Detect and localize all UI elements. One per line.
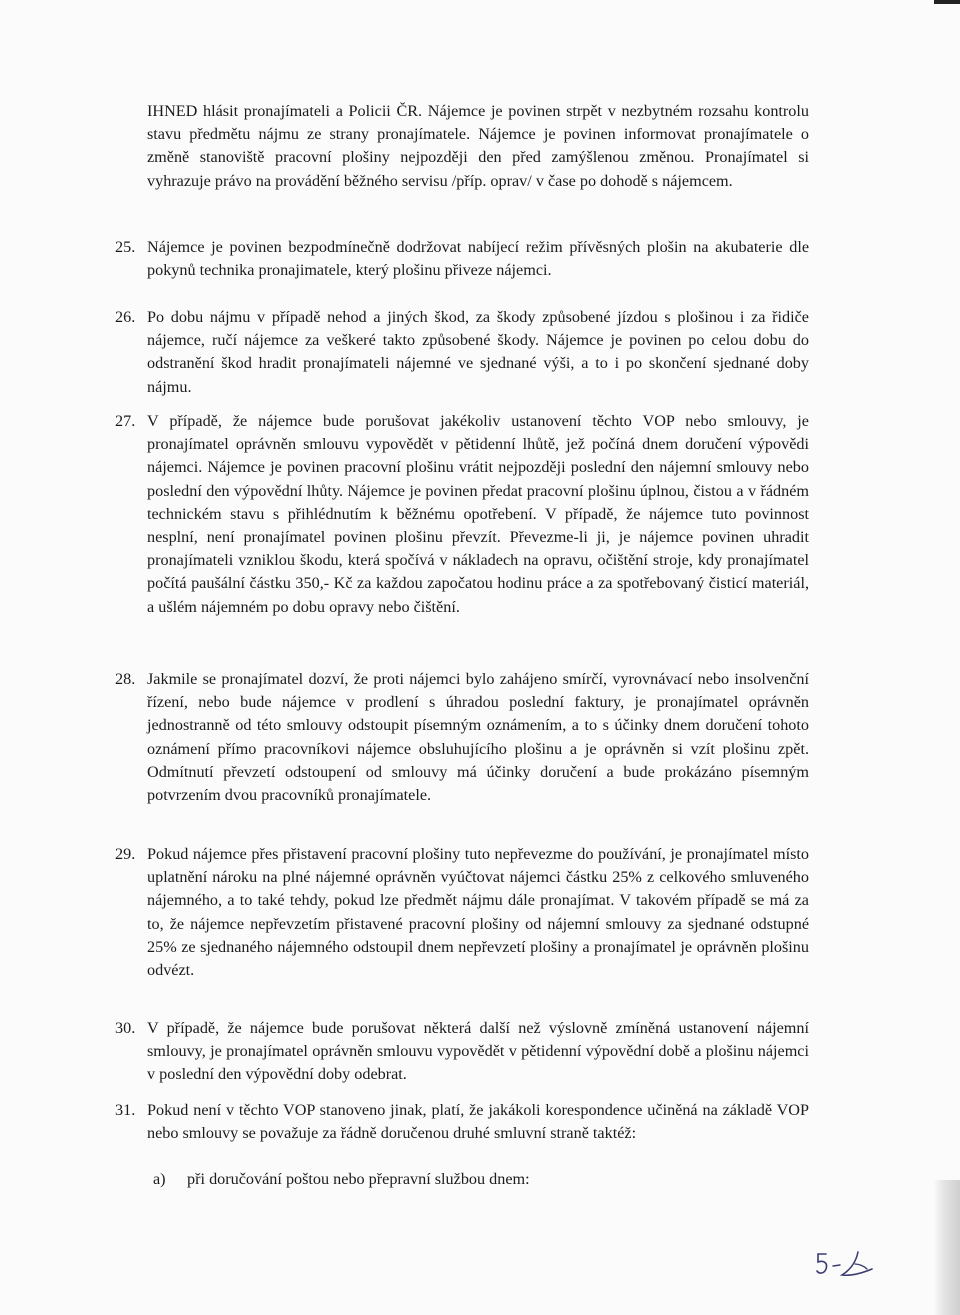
clause-number: 29.: [115, 845, 136, 863]
clause-text: Nájemce je povinen bezpodmínečně dodržovat nabíjecí režim přívěsných plošin na akubaterie dle pokynů technika pronajimatele, který plošinu přiveze nájemci.: [147, 238, 809, 280]
clause-number: 30.: [115, 1019, 136, 1037]
clause-text: V případě, že nájemce bude porušovat některá další než výslovně zmíněná ustanovení nájemní smlouvy, je pronajímatel oprávněn smlouvu vypovědět v pětidenní výpovědní době a plošinu nájemci v poslední den výpovědní doby odebrat.: [147, 1019, 809, 1084]
clause-text: Pokud není v těchto VOP stanoveno jinak, platí, že jakákoli korespondence učiněná na základě VOP nebo smlouvy se považuje za řádně doručenou druhé smluvní straně taktéž:: [147, 1101, 809, 1143]
clause-number: 27.: [115, 412, 136, 430]
clause-number: 28.: [115, 670, 136, 688]
clause-number: 31.: [115, 1101, 136, 1119]
clause-31-subitem-a: [153, 1168, 793, 1191]
handwritten-initials-signature: [812, 1244, 882, 1284]
scan-edge-shadow: [934, 1180, 960, 1315]
subitem-text: při doručování poštou nebo přepravní službou dnem:: [187, 1170, 530, 1188]
clause-text: Jakmile se pronajímatel dozví, že proti nájemci bylo zahájeno smírčí, vyrovnávací nebo insolvenční řízení, nebo bude nájemce v prodlení s úhradou poslední faktury, je pronajímatel oprávněn jednostranně od této smlouvy odstoupit písemným oznámením, a to s účinky dnem doručení tohoto oznámení přímo pracovníkovi nájemce obsluhujícího plošinu a je oprávněn si vzít plošinu zpět. Odmítnutí převzetí odstoupení od smlouvy má účinky doručení a bude prokázáno písemným potvrzením dvou pracovníků pronajímatele.: [147, 670, 809, 805]
clause-text: Po dobu nájmu v případě nehod a jiných škod, za škody způsobené jízdou s plošinou i za řidiče nájemce, ručí nájemce za veškeré takto způsobené škody. Nájemce je povinen po celou dobu do odstranění škod hradit pronajímateli nájemné ve sjednané výši, a to i po skončení sjednané doby nájmu.: [147, 308, 809, 396]
clause-text: V případě, že nájemce bude porušovat jakékoliv ustanovení těchto VOP nebo smlouvy, je pronajímatel oprávněn smlouvu vypovědět v pětidenní lhůtě, jež počíná dnem doručení výpovědi nájemci. Nájemce je povinen pracovní plošinu vrátit nejpozději poslední den nájemní smlouvy nebo poslední den výpovědní lhůty. Nájemce je povinen předat pracovní plošinu úplnou, čistou a v řádném technickém stavu s přihlédnutím k běžnému opotřebení. V případě, že nájemce tuto povinnost nesplní, není pronajímatel povinen plošinu převzít. Převezme-li ji, je nájemce povinen uhradit pronajímateli vzniklou škodu, která spočívá v nákladech na opravu, očištění stroje, kdy pronajímatel počítá paušální částku 350,- Kč za každou započatou hodinu práce a za spotřebovaný čisticí materiál, a ušlém nájemném po dobu opravy nebo čištění.: [147, 412, 809, 616]
clause-text: Pokud nájemce přes přistavení pracovní plošiny tuto nepřevezme do používání, je pronajímatel místo uplatnění nároku na plné nájemné oprávněn vyúčtovat nájemci částku 25% z celkového smluveného nájemného, a to také tehdy, pokud lze předmět nájmu dále pronajímat. V takovém případě se má za to, že nájemce nepřevzetím přistavené pracovní plošiny od nájemní smlouvy za sjednané odstupné 25% ze sjednaného nájemného odstoupil dnem nepřevzetí plošiny a pronajímatel je oprávněn plošinu odvézt.: [147, 845, 809, 980]
clause-number: 26.: [115, 308, 136, 326]
continuation-paragraph: IHNED hlásit pronajímateli a Policii ČR. Nájemce je povinen strpět v nezbytném rozsahu kontrolu stavu předmětu nájmu ze strany pronajímatele. Nájemce je povinen informovat pronajímatele o změně stanoviště pracovní plošiny nejpozději den před zamýšlenou změnou. Pronajímatel si vyhrazuje právo na provádění běžného servisu /příp. oprav/ v čase po dohodě s nájemcem.: [147, 102, 809, 190]
scan-corner-mark: [934, 0, 960, 4]
clause-number: 25.: [115, 238, 136, 256]
subitem-label: a): [153, 1170, 166, 1188]
